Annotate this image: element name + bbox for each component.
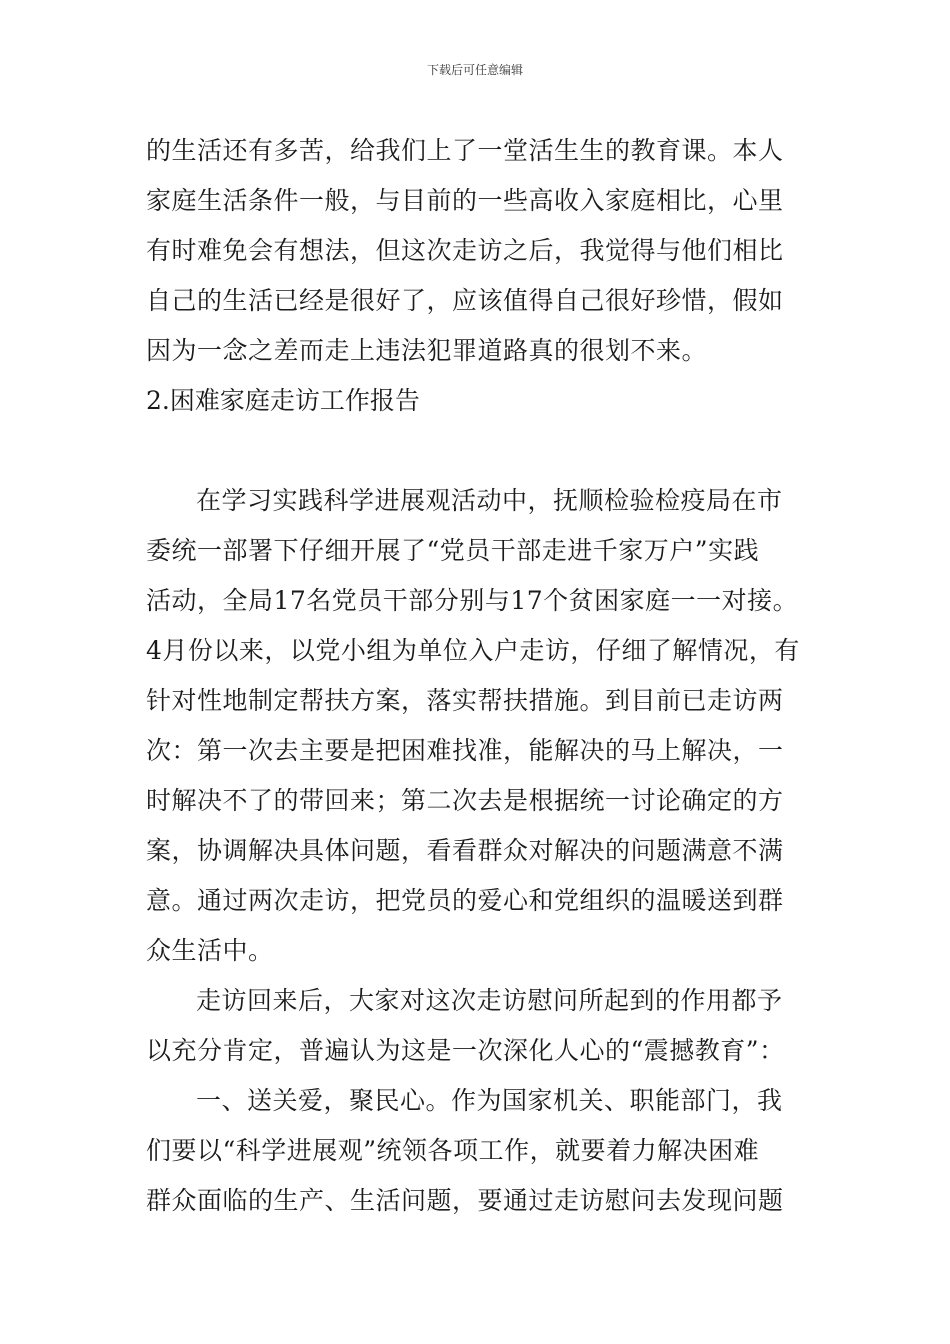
- section-heading: 2.困难家庭走访工作报告: [146, 386, 420, 415]
- text-line: 的生活还有多苦，给我们上了一堂活生生的教育课。本人: [146, 136, 784, 165]
- text-line: 以充分肯定，普遍认为这是一次深化人心的“震撼教育”：: [146, 1036, 785, 1065]
- text-line: 自己的生活已经是很好了，应该值得自己很好珍惜，假如: [146, 286, 784, 315]
- text-line: 群众面临的生产、生活问题，要通过走访慰问去发现问题: [146, 1186, 784, 1215]
- text-line: 次：第一次去主要是把困难找准，能解决的马上解决，一: [146, 736, 784, 765]
- text-line: 众生活中。: [146, 936, 274, 965]
- text-line: 有时难免会有想法，但这次走访之后，我觉得与他们相比: [146, 236, 784, 265]
- document-body: [146, 126, 826, 1226]
- paragraph-gap: [146, 426, 826, 476]
- text-line: 因为一念之差而走上违法犯罪道路真的很划不来。: [146, 336, 708, 365]
- text-line: 家庭生活条件一般，与目前的一些高收入家庭相比，心里: [146, 186, 784, 215]
- text-line: 案，协调解决具体问题，看看群众对解决的问题满意不满: [146, 836, 784, 865]
- text-line: 一、送关爱，聚民心。作为国家机关、职能部门，我: [196, 1086, 783, 1115]
- text-line: 在学习实践科学进展观活动中，抚顺检验检疫局在市: [196, 486, 783, 515]
- text-line: 们要以“科学进展观”统领各项工作，就要着力解决困难: [146, 1136, 760, 1165]
- text-line: 活动，全局17名党员干部分别与17个贫困家庭一一对接。: [146, 586, 799, 615]
- page-header-note: 下载后可任意编辑: [426, 63, 523, 77]
- text-line: 意。通过两次走访，把党员的爱心和党组织的温暖送到群: [146, 886, 784, 915]
- text-line: 针对性地制定帮扶方案，落实帮扶措施。到目前已走访两: [146, 686, 784, 715]
- text-line: 时解决不了的带回来；第二次去是根据统一讨论确定的方: [146, 786, 784, 815]
- text-line: 4月份以来，以党小组为单位入户走访，仔细了解情况，有: [146, 636, 800, 665]
- text-line: 走访回来后，大家对这次走访慰问所起到的作用都予: [196, 986, 783, 1015]
- text-line: 委统一部署下仔细开展了“党员干部走进千家万户”实践: [146, 536, 760, 565]
